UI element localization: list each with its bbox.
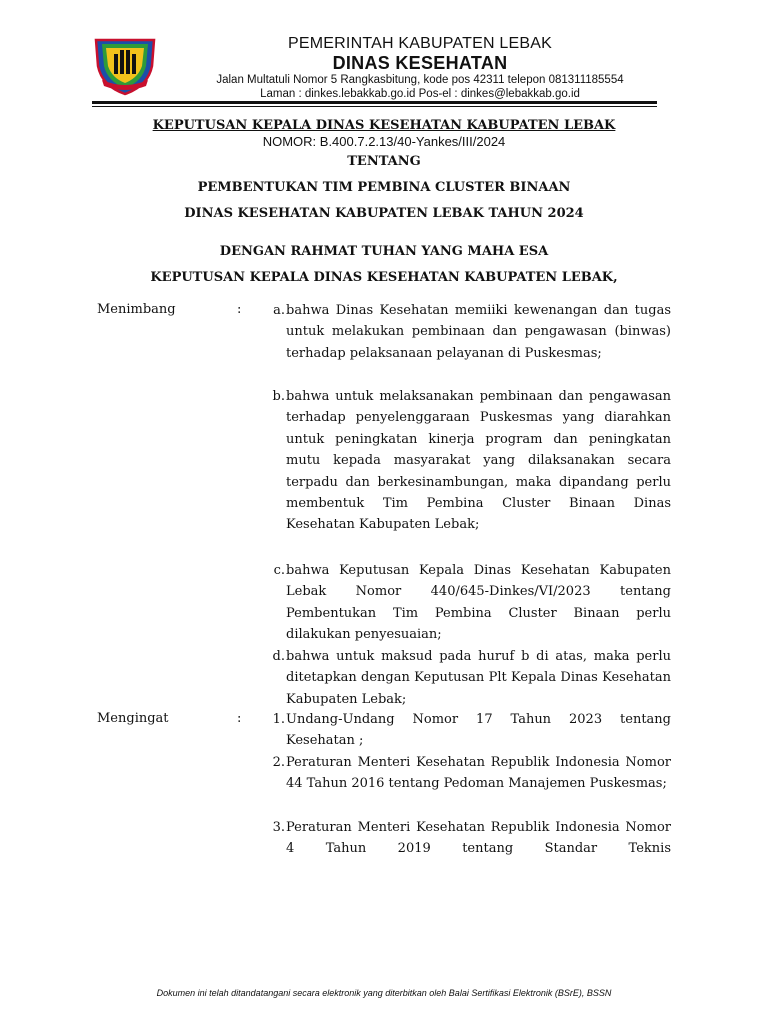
mengingat-label: Mengingat	[97, 711, 169, 726]
department-contact: Laman : dinkes.lebakkab.go.id Pos-el : dinkes@lebakkab.go.id	[260, 88, 580, 100]
mengingat-item-1	[255, 709, 671, 752]
decree-about: TENTANG	[347, 154, 421, 169]
item-marker: d.	[272, 649, 285, 664]
item-marker: b.	[272, 389, 285, 404]
item-text: bahwa untuk maksud pada huruf b di atas, maka perlu ditetapkan dengan Keputusan Plt Kepala Dinas Kesehatan Kabupaten Lebak;	[286, 649, 671, 707]
item-marker: 3.	[272, 820, 285, 835]
item-text: Peraturan Menteri Kesehatan Republik Indonesia Nomor 44 Tahun 2016 tentang Pedoman Manajemen Puskesmas;	[286, 755, 671, 792]
decree-authority: KEPUTUSAN KEPALA DINAS KESEHATAN KABUPATEN LEBAK,	[150, 270, 618, 285]
decree-number: NOMOR: B.400.7.2.13/40-Yankes/III/2024	[262, 134, 506, 149]
mengingat-colon: :	[237, 711, 242, 726]
letterhead-divider	[92, 101, 657, 104]
item-text: Undang-Undang Nomor 17 Tahun 2023 tentang Kesehatan ;	[286, 712, 671, 749]
department-address: Jalan Multatuli Nomor 5 Rangkasbitung, kode pos 42311 telepon 081311185554	[216, 74, 624, 86]
letterhead	[180, 34, 660, 101]
decree-subject-line-2: DINAS KESEHATAN KABUPATEN LEBAK TAHUN 2024	[184, 206, 584, 221]
item-text: bahwa Dinas Kesehatan memiiki kewenangan dan tugas untuk melakukan pembinaan dan pengawasan (binwas) terhadap pelaksanaan pelayanan di Puskesmas;	[286, 303, 671, 361]
item-text: bahwa Keputusan Kepala Dinas Kesehatan Kabupaten Lebak Nomor 440/645-Dinkes/VI/2023 tentang Pembentukan Tim Pembina Cluster Binaan perlu dilakukan penyesuaian;	[286, 563, 671, 643]
electronic-signature-notice: Dokumen ini telah ditandatangani secara elektronik yang diterbitkan oleh Balai Sertifikasi Elektronik (BSrE), BSSN	[156, 988, 612, 998]
menimbang-item-a	[255, 300, 671, 364]
item-marker: 1.	[272, 712, 285, 727]
lebak-regency-emblem-icon	[92, 36, 158, 96]
menimbang-item-d	[255, 646, 671, 710]
letterhead-divider-thin	[92, 106, 657, 107]
department-name: DINAS KESEHATAN	[332, 53, 508, 73]
menimbang-colon: :	[237, 302, 242, 317]
item-marker: a.	[273, 303, 285, 318]
menimbang-item-b	[255, 386, 671, 536]
government-name: PEMERINTAH KABUPATEN LEBAK	[288, 35, 552, 52]
item-text: Peraturan Menteri Kesehatan Republik Indonesia Nomor 4 Tahun 2019 tentang Standar Teknis	[286, 820, 671, 857]
decree-title-block	[0, 118, 768, 286]
item-text: bahwa untuk melaksanakan pembinaan dan pengawasan terhadap penyelenggaraan Puskesmas yang diarahkan untuk peningkatan kinerja program dan peningkatan mutu kepada masyarakat yang dilaksanakan secara terpadu dan berkesinambungan, maka dipandang perlu membentuk Tim Pembina Cluster Binaan Dinas Kesehatan Kabupaten Lebak;	[286, 389, 671, 533]
decree-subject-line-1: PEMBENTUKAN TIM PEMBINA CLUSTER BINAAN	[197, 180, 571, 195]
decree-heading: KEPUTUSAN KEPALA DINAS KESEHATAN KABUPATEN LEBAK	[152, 118, 616, 133]
mengingat-item-3	[255, 817, 671, 860]
decree-invocation: DENGAN RAHMAT TUHAN YANG MAHA ESA	[219, 244, 549, 259]
mengingat-item-2	[255, 752, 671, 795]
menimbang-label: Menimbang	[97, 302, 176, 317]
item-marker: c.	[273, 563, 285, 578]
menimbang-item-c	[255, 560, 671, 646]
item-marker: 2.	[272, 755, 285, 770]
